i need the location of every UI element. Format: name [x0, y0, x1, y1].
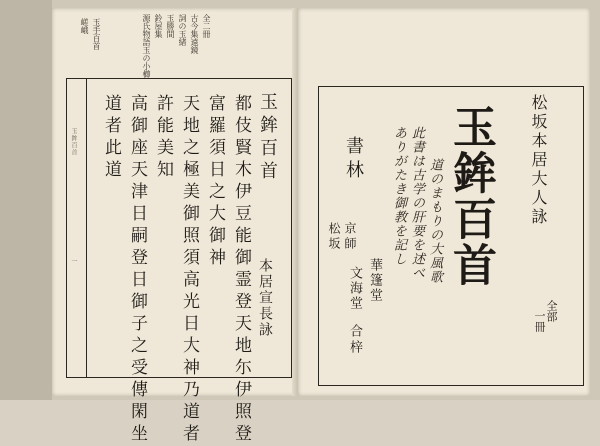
side-note: 嵯峨: [80, 18, 89, 34]
poem-column: 許能美知: [153, 94, 173, 182]
poem-column: 天地之極美御照須高光日大神乃道者: [179, 94, 199, 446]
volume-note: 全部: [545, 300, 558, 322]
header-note: 源氏物語玉の小櫛: [142, 14, 151, 78]
header-note: 古今集遠鏡: [190, 14, 199, 54]
publisher-heading: 書林: [343, 136, 364, 184]
publisher-place: 松坂: [327, 222, 341, 252]
book-title: 玉鉾百首: [257, 92, 278, 184]
poem-column: 道者此道: [101, 94, 121, 182]
volume-note: 一冊: [533, 310, 546, 332]
cover-title: 玉鉾百首: [445, 104, 496, 288]
poem-column: 富羅須日之大御神: [205, 94, 225, 270]
publisher-name: 文海堂: [347, 266, 362, 311]
header-note: 詞の玉緒: [178, 14, 187, 46]
left-page: [52, 8, 298, 446]
poet-line: 松坂本居大人詠: [529, 94, 548, 227]
publisher-place: 京師: [343, 222, 357, 252]
header-note: 鈴屋集: [154, 14, 163, 38]
poem-column: 高御座天津日嗣登日御子之受傳閑坐: [127, 94, 147, 446]
poem-column: 都伎賢木伊豆能御霊登天地尓伊照登: [231, 94, 251, 446]
publisher-name: 華篷堂: [367, 258, 382, 303]
spine-label: 玉鉾百首: [70, 128, 77, 156]
header-note: 全二冊: [202, 14, 211, 38]
side-note: 玉手百首: [92, 18, 101, 50]
cursive-line: 此書は古学の肝要を述べ: [409, 126, 424, 280]
author-line: 本居宣長詠: [257, 258, 273, 338]
header-note: 玉勝間: [166, 14, 175, 38]
joint-publication-label: 合梓: [347, 324, 362, 356]
right-page: [298, 8, 590, 396]
cursive-line: 道のまもりの大風歌: [427, 158, 442, 284]
spine-rule: [86, 78, 87, 378]
page-number: 一: [70, 258, 77, 265]
cursive-line: ありがたき御教を記し: [391, 126, 406, 266]
background-edge: [0, 0, 52, 400]
